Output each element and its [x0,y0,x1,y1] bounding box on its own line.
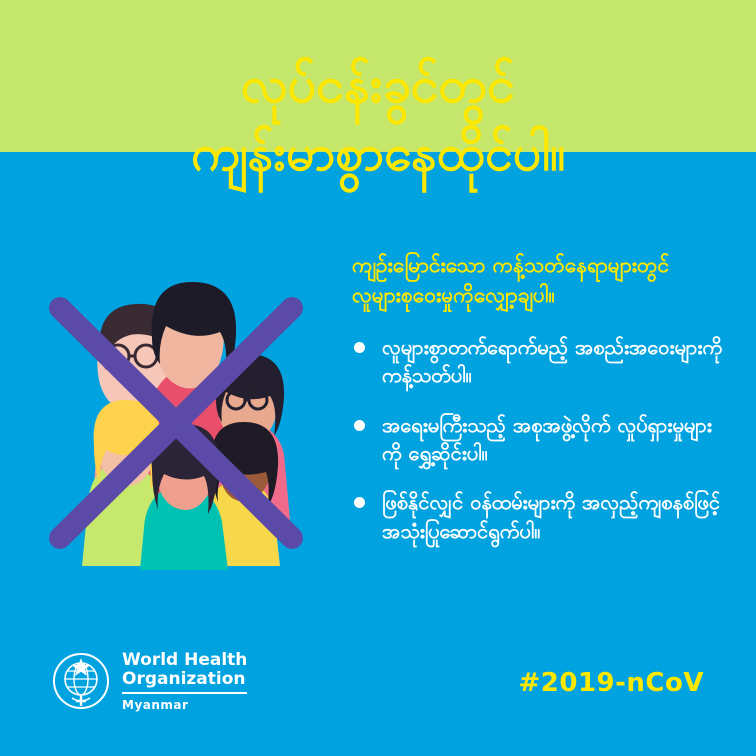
headline-line-2: ကျန်းမာစွာနေထိုင်ပါ။ [190,123,566,182]
who-wordmark [122,651,247,713]
crowd-illustration [40,270,320,570]
list-item: လူများစွာတက်ရောက်မည့် အစည်းအဝေးများကို ကန့်သတ်ပါ။ [352,333,727,390]
who-logo-block [52,651,247,713]
who-line-2: Organization [122,668,246,689]
page-title [0,52,756,187]
list-item: အရေးမကြီးသည့် အစုအဖွဲ့လိုက် လှုပ်ရှားမှုများကို ရွှေ့ဆိုင်းပါ။ [352,411,727,468]
list-item: ဖြစ်နိုင်လျှင် ဝန်ထမ်းများကို အလှည့်ကျစနစ်ဖြင့် အသုံးပြုဆောင်ရွက်ပါ။ [352,488,727,545]
who-emblem-icon [52,652,110,710]
who-country: Myanmar [122,697,189,712]
advice-list [352,333,727,545]
crowd-of-people-crossed-out-icon [40,270,320,570]
who-line-1: World Health [122,649,248,670]
who-divider [122,692,247,694]
hashtag-label: #2019-nCoV [518,668,704,698]
message-column [352,250,727,566]
headline-line-1: လုပ်ငန်းခွင်တွင် [241,56,515,114]
intro-text: ကျဉ်းမြောင်းသော ကန့်သတ်နေရာများတွင် လူများစုဝေးမှုကိုလျှော့ချပါ။ [352,253,670,308]
